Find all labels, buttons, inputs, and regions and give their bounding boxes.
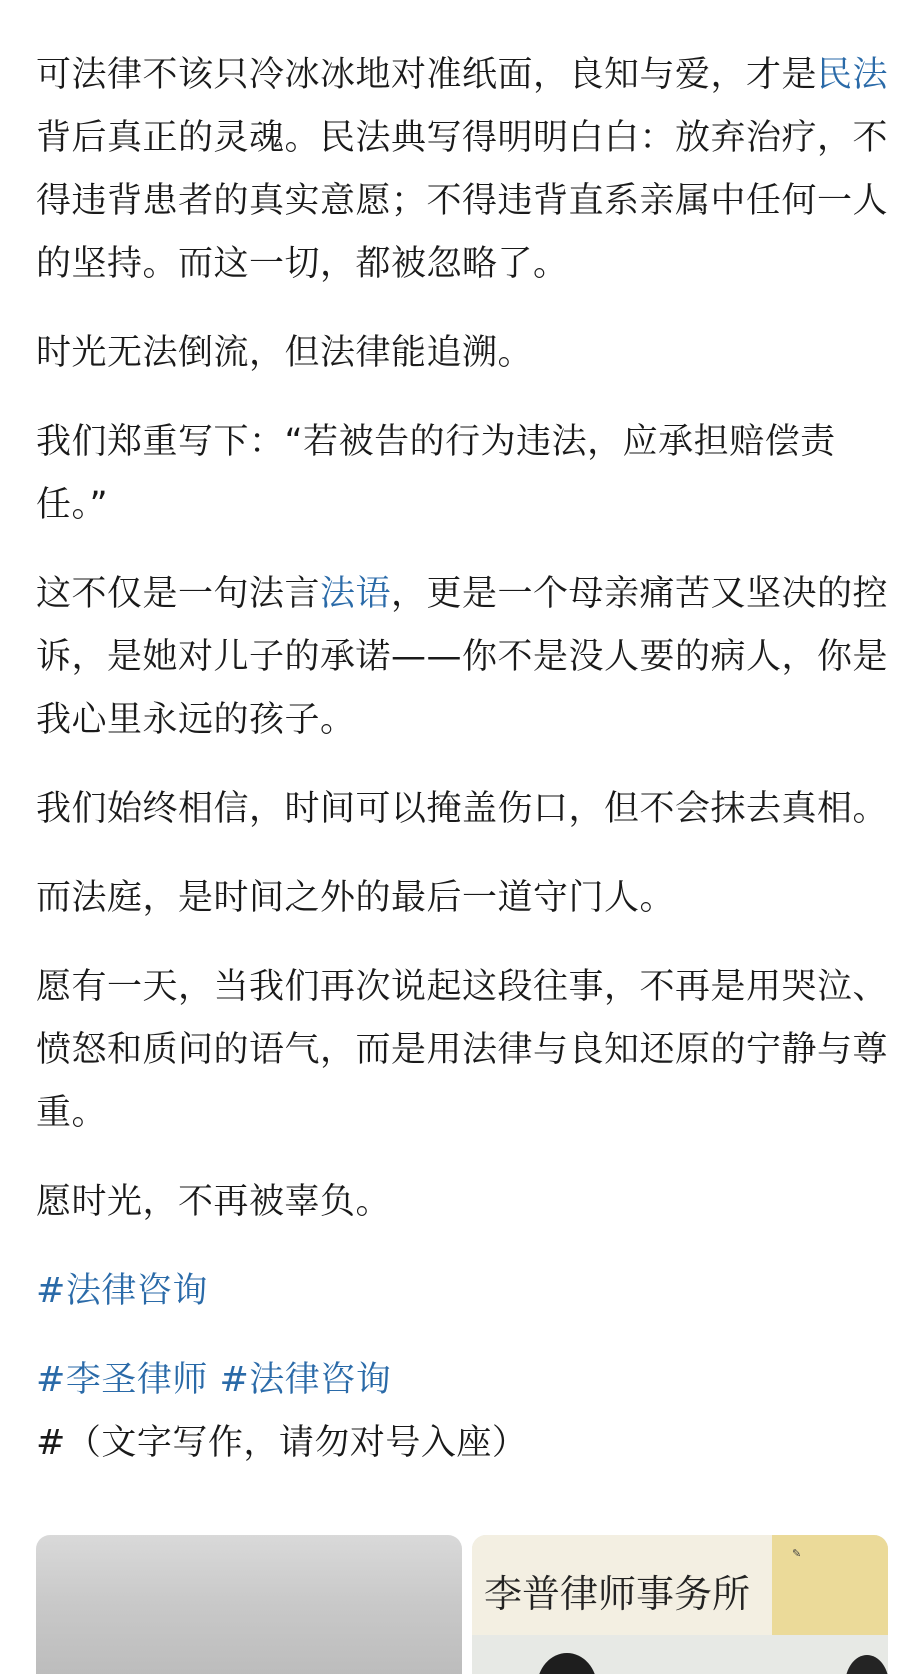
image-gallery — [36, 1535, 888, 1674]
paragraph: 愿有一天，当我们再次说起这段往事，不再是用哭泣、愤怒和质问的语气，而是用法律与良知还原的宁静与尊重。 — [36, 967, 889, 1133]
hashtag-line — [36, 1260, 892, 1323]
paragraph-text: 可法律不该只冷冰冰地对准纸面，良知与爱，才是 — [36, 55, 818, 95]
hashtag-legal-consultation[interactable]: #法律咨询 — [36, 1271, 208, 1311]
paragraph: 而法庭，是时间之外的最后一道守门人。 — [36, 878, 676, 918]
paragraph: 时光无法倒流，但法律能追溯。 — [36, 333, 534, 373]
paragraph-text: 背后真正的灵魂。民法典写得明明白白：放弃治疗，不得违背患者的真实意愿；不得违背直系亲属中任何一人的坚持。而这一切，都被忽略了。 — [36, 118, 889, 284]
hashtag-legal-consultation[interactable]: #法律咨询 — [219, 1360, 392, 1400]
hashtag-line — [36, 1349, 892, 1475]
paragraph — [36, 44, 892, 296]
office-plaque-image — [472, 1535, 888, 1674]
article-body — [36, 44, 892, 1501]
disclaimer-text: #（文字写作，请勿对号入座） — [36, 1423, 528, 1463]
paragraph — [36, 563, 892, 752]
paragraph: 我们郑重写下：“若被告的行为违法，应承担赔偿责任。” — [36, 422, 836, 525]
paragraph: 我们始终相信，时间可以掩盖伤口，但不会抹去真相。 — [36, 789, 889, 829]
keyword-link-civil-law[interactable]: 民法 — [817, 55, 889, 95]
paragraph-text: 这不仅是一句法言 — [36, 574, 321, 614]
hashtag-lawyer[interactable]: #李圣律师 — [36, 1360, 208, 1400]
plaque-calligraphy: 李普律师事务所 — [484, 1572, 751, 1616]
gallery-image-document[interactable] — [36, 1535, 462, 1674]
paragraph: 愿时光，不再被辜负。 — [36, 1182, 392, 1222]
paragraph-text: ，更是一个母亲痛苦又坚决的控诉，是她对儿子的承诺——你不是没人要的病人，你是我心里永远的孩子。 — [36, 574, 889, 740]
plaque-inscription: ✎ — [792, 1547, 802, 1560]
keyword-link-legal-language[interactable]: 法语 — [320, 574, 392, 614]
gallery-image-office-plaque[interactable] — [472, 1535, 888, 1674]
